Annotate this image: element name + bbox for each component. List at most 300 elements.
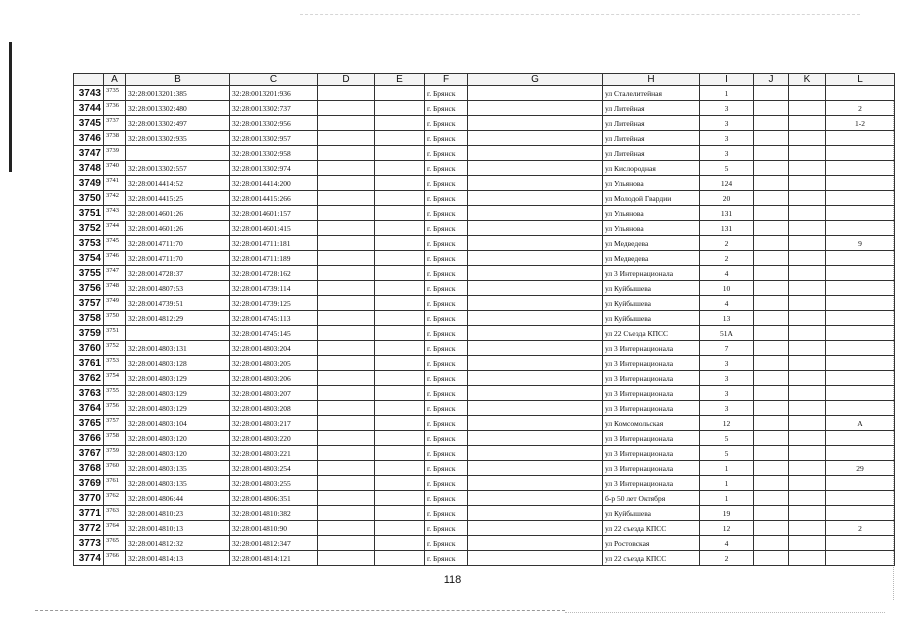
cell-b [126, 326, 230, 341]
row-number: 3760 [74, 341, 104, 356]
cell-f: г. Брянск [425, 101, 468, 116]
cell-f: г. Брянск [425, 281, 468, 296]
cell-c: 32:28:0014739:114 [230, 281, 318, 296]
cell-i: 5 [700, 161, 754, 176]
cell-c: 32:28:0014711:189 [230, 251, 318, 266]
table-row [74, 326, 895, 341]
cell-f: г. Брянск [425, 416, 468, 431]
cell-b: 32:28:0014803:120 [126, 446, 230, 461]
cell-l [826, 551, 895, 566]
table-row [74, 356, 895, 371]
cell-g [468, 521, 603, 536]
cell-a: 3758 [104, 431, 126, 446]
cell-g [468, 266, 603, 281]
column-header: L [826, 74, 895, 86]
cell-a: 3741 [104, 176, 126, 191]
cell-a: 3755 [104, 386, 126, 401]
cell-e [375, 491, 425, 506]
cell-i: 51А [700, 326, 754, 341]
cell-d [318, 356, 375, 371]
cell-d [318, 326, 375, 341]
cell-h: ул 3 Интернационала [603, 386, 700, 401]
cell-f: г. Брянск [425, 551, 468, 566]
cell-e [375, 236, 425, 251]
cell-l [826, 221, 895, 236]
cell-g [468, 401, 603, 416]
cell-k [789, 416, 826, 431]
cell-a: 3761 [104, 476, 126, 491]
cell-d [318, 491, 375, 506]
table-row [74, 101, 895, 116]
row-number: 3759 [74, 326, 104, 341]
cell-e [375, 521, 425, 536]
cell-d [318, 281, 375, 296]
cell-j [754, 146, 789, 161]
row-number: 3751 [74, 206, 104, 221]
cell-j [754, 236, 789, 251]
column-header: E [375, 74, 425, 86]
cell-b: 32:28:0014415:25 [126, 191, 230, 206]
cell-c: 32:28:0014415:266 [230, 191, 318, 206]
cell-k [789, 281, 826, 296]
cell-c: 32:28:0014812:347 [230, 536, 318, 551]
cell-d [318, 536, 375, 551]
cell-d [318, 296, 375, 311]
row-number: 3771 [74, 506, 104, 521]
cell-d [318, 386, 375, 401]
cell-k [789, 206, 826, 221]
cell-l: 9 [826, 236, 895, 251]
cell-e [375, 476, 425, 491]
cell-e [375, 131, 425, 146]
cell-b: 32:28:0014803:135 [126, 461, 230, 476]
row-number: 3750 [74, 191, 104, 206]
cell-g [468, 446, 603, 461]
cell-g [468, 416, 603, 431]
cell-a: 3757 [104, 416, 126, 431]
cell-k [789, 236, 826, 251]
cell-j [754, 326, 789, 341]
cell-b: 32:28:0014806:44 [126, 491, 230, 506]
cell-e [375, 371, 425, 386]
cell-f: г. Брянск [425, 191, 468, 206]
table-row [74, 446, 895, 461]
cell-k [789, 356, 826, 371]
cell-g [468, 176, 603, 191]
cell-l: 29 [826, 461, 895, 476]
cell-f: г. Брянск [425, 491, 468, 506]
cell-l [826, 311, 895, 326]
cell-c: 32:28:0014803:207 [230, 386, 318, 401]
cell-e [375, 161, 425, 176]
cell-g [468, 506, 603, 521]
cell-l [826, 491, 895, 506]
cell-b: 32:28:0014601:26 [126, 221, 230, 236]
table-row [74, 176, 895, 191]
cell-c: 32:28:0014745:113 [230, 311, 318, 326]
cell-k [789, 371, 826, 386]
cell-j [754, 161, 789, 176]
table-row [74, 146, 895, 161]
cell-k [789, 551, 826, 566]
row-number: 3774 [74, 551, 104, 566]
cell-e [375, 296, 425, 311]
cell-e [375, 146, 425, 161]
cell-g [468, 491, 603, 506]
row-number: 3762 [74, 371, 104, 386]
cell-j [754, 266, 789, 281]
cell-k [789, 431, 826, 446]
cell-e [375, 446, 425, 461]
cell-a: 3760 [104, 461, 126, 476]
cell-l [826, 206, 895, 221]
cell-h: ул Ульянова [603, 221, 700, 236]
cell-d [318, 221, 375, 236]
cell-h: ул Молодой Гвардии [603, 191, 700, 206]
cell-f: г. Брянск [425, 236, 468, 251]
cell-c: 32:28:0014803:217 [230, 416, 318, 431]
cell-j [754, 386, 789, 401]
cell-h: ул Литейная [603, 116, 700, 131]
cell-i: 20 [700, 191, 754, 206]
row-number: 3747 [74, 146, 104, 161]
cell-i: 131 [700, 206, 754, 221]
cell-h: ул 22 съезда КПСС [603, 521, 700, 536]
row-number: 3752 [74, 221, 104, 236]
cell-l [826, 191, 895, 206]
row-number: 3757 [74, 296, 104, 311]
cell-b: 32:28:0014739:51 [126, 296, 230, 311]
cell-a: 3751 [104, 326, 126, 341]
cell-a: 3759 [104, 446, 126, 461]
row-number: 3763 [74, 386, 104, 401]
cell-h: ул 3 Интернационала [603, 446, 700, 461]
cell-k [789, 506, 826, 521]
cell-a: 3750 [104, 311, 126, 326]
table-row [74, 236, 895, 251]
cell-h: ул Литейная [603, 146, 700, 161]
column-header: C [230, 74, 318, 86]
cell-j [754, 521, 789, 536]
cell-e [375, 461, 425, 476]
column-header: A [104, 74, 126, 86]
row-number: 3767 [74, 446, 104, 461]
scan-noise-bottom [35, 610, 565, 611]
cell-h: ул Куйбышева [603, 281, 700, 296]
cell-f: г. Брянск [425, 431, 468, 446]
cell-c: 32:28:0013302:974 [230, 161, 318, 176]
cell-k [789, 311, 826, 326]
cell-k [789, 146, 826, 161]
cell-j [754, 476, 789, 491]
cell-e [375, 191, 425, 206]
cell-l [826, 536, 895, 551]
row-number: 3754 [74, 251, 104, 266]
table-row [74, 461, 895, 476]
cell-b: 32:28:0013302:497 [126, 116, 230, 131]
cell-g [468, 206, 603, 221]
cell-j [754, 461, 789, 476]
cell-d [318, 146, 375, 161]
cell-c: 32:28:0014728:162 [230, 266, 318, 281]
cell-i: 3 [700, 371, 754, 386]
cell-e [375, 386, 425, 401]
table-row [74, 341, 895, 356]
cell-a: 3735 [104, 86, 126, 101]
cell-g [468, 296, 603, 311]
cell-j [754, 491, 789, 506]
cell-i: 1 [700, 86, 754, 101]
column-header: D [318, 74, 375, 86]
cell-j [754, 536, 789, 551]
cell-f: г. Брянск [425, 506, 468, 521]
cell-k [789, 221, 826, 236]
cell-j [754, 341, 789, 356]
cell-j [754, 446, 789, 461]
cell-k [789, 296, 826, 311]
cell-l [826, 86, 895, 101]
cell-c: 32:28:0014601:415 [230, 221, 318, 236]
cell-h: ул Кислородная [603, 161, 700, 176]
cell-l [826, 386, 895, 401]
cell-b [126, 146, 230, 161]
cell-d [318, 446, 375, 461]
cell-l [826, 341, 895, 356]
cell-e [375, 431, 425, 446]
table-row [74, 281, 895, 296]
cell-j [754, 176, 789, 191]
cell-c: 32:28:0014711:181 [230, 236, 318, 251]
cell-b: 32:28:0014803:129 [126, 386, 230, 401]
cell-h: ул Литейная [603, 101, 700, 116]
cell-l [826, 251, 895, 266]
cell-b: 32:28:0014810:23 [126, 506, 230, 521]
cell-j [754, 206, 789, 221]
cell-a: 3737 [104, 116, 126, 131]
cell-k [789, 101, 826, 116]
cell-h: ул Медведева [603, 236, 700, 251]
cell-a: 3747 [104, 266, 126, 281]
cell-i: 12 [700, 521, 754, 536]
row-number: 3758 [74, 311, 104, 326]
cell-c: 32:28:0014810:382 [230, 506, 318, 521]
cell-a: 3756 [104, 401, 126, 416]
scan-noise-top [300, 14, 860, 21]
cell-d [318, 416, 375, 431]
table-row [74, 431, 895, 446]
cell-e [375, 206, 425, 221]
cell-c: 32:28:0014739:125 [230, 296, 318, 311]
cell-h: ул Медведева [603, 251, 700, 266]
cell-f: г. Брянск [425, 86, 468, 101]
cell-g [468, 86, 603, 101]
table-row [74, 506, 895, 521]
cell-i: 131 [700, 221, 754, 236]
row-number: 3773 [74, 536, 104, 551]
cell-c: 32:28:0014414:200 [230, 176, 318, 191]
cell-k [789, 461, 826, 476]
table-row [74, 416, 895, 431]
cell-c: 32:28:0014814:121 [230, 551, 318, 566]
cell-c: 32:28:0014745:145 [230, 326, 318, 341]
cell-a: 3766 [104, 551, 126, 566]
cell-j [754, 101, 789, 116]
cell-h: ул 3 Интернационала [603, 476, 700, 491]
cell-g [468, 161, 603, 176]
cell-g [468, 221, 603, 236]
cell-h: ул 22 съезда КПСС [603, 551, 700, 566]
cell-d [318, 371, 375, 386]
cell-j [754, 281, 789, 296]
cell-c: 32:28:0013201:936 [230, 86, 318, 101]
cell-i: 3 [700, 101, 754, 116]
cell-f: г. Брянск [425, 536, 468, 551]
cell-e [375, 311, 425, 326]
cell-b: 32:28:0014803:120 [126, 431, 230, 446]
cell-d [318, 236, 375, 251]
cell-k [789, 536, 826, 551]
cell-l: А [826, 416, 895, 431]
cell-a: 3738 [104, 131, 126, 146]
cell-a: 3762 [104, 491, 126, 506]
column-header [74, 74, 104, 86]
cell-k [789, 326, 826, 341]
cell-j [754, 311, 789, 326]
table-row [74, 386, 895, 401]
cell-g [468, 326, 603, 341]
row-number: 3748 [74, 161, 104, 176]
cell-c: 32:28:0013302:958 [230, 146, 318, 161]
cell-i: 2 [700, 251, 754, 266]
cell-f: г. Брянск [425, 326, 468, 341]
cell-g [468, 476, 603, 491]
cell-a: 3753 [104, 356, 126, 371]
column-header: H [603, 74, 700, 86]
cell-b: 32:28:0014803:135 [126, 476, 230, 491]
cell-b: 32:28:0013302:935 [126, 131, 230, 146]
cell-d [318, 266, 375, 281]
cell-g [468, 311, 603, 326]
cell-k [789, 86, 826, 101]
scan-edge-mark [9, 42, 12, 172]
cell-j [754, 431, 789, 446]
cell-d [318, 86, 375, 101]
row-number: 3749 [74, 176, 104, 191]
cell-b: 32:28:0014601:26 [126, 206, 230, 221]
cell-f: г. Брянск [425, 311, 468, 326]
cell-a: 3739 [104, 146, 126, 161]
cell-f: г. Брянск [425, 341, 468, 356]
cell-l [826, 146, 895, 161]
cell-e [375, 356, 425, 371]
column-header: B [126, 74, 230, 86]
cell-g [468, 101, 603, 116]
cell-a: 3752 [104, 341, 126, 356]
cell-d [318, 506, 375, 521]
cell-l [826, 281, 895, 296]
cell-j [754, 131, 789, 146]
cell-g [468, 341, 603, 356]
cell-h: ул Куйбышева [603, 296, 700, 311]
table-row [74, 221, 895, 236]
cell-c: 32:28:0014803:208 [230, 401, 318, 416]
cell-e [375, 506, 425, 521]
cell-e [375, 536, 425, 551]
cell-a: 3748 [104, 281, 126, 296]
cell-l [826, 506, 895, 521]
cell-i: 4 [700, 536, 754, 551]
cell-k [789, 476, 826, 491]
cell-f: г. Брянск [425, 206, 468, 221]
cell-f: г. Брянск [425, 116, 468, 131]
cell-f: г. Брянск [425, 296, 468, 311]
cell-h: ул 3 Интернационала [603, 266, 700, 281]
cell-c: 32:28:0014601:157 [230, 206, 318, 221]
column-header: I [700, 74, 754, 86]
cell-e [375, 401, 425, 416]
cell-e [375, 101, 425, 116]
cell-g [468, 146, 603, 161]
row-number: 3753 [74, 236, 104, 251]
cell-d [318, 521, 375, 536]
cell-g [468, 536, 603, 551]
cell-j [754, 551, 789, 566]
cell-b: 32:28:0014803:129 [126, 401, 230, 416]
cell-c: 32:28:0013302:957 [230, 131, 318, 146]
cell-i: 3 [700, 131, 754, 146]
row-number: 3770 [74, 491, 104, 506]
cell-i: 2 [700, 551, 754, 566]
cell-b: 32:28:0014728:37 [126, 266, 230, 281]
cell-b: 32:28:0014711:70 [126, 236, 230, 251]
cell-i: 3 [700, 386, 754, 401]
cell-k [789, 131, 826, 146]
table-row [74, 536, 895, 551]
cell-j [754, 356, 789, 371]
cell-a: 3754 [104, 371, 126, 386]
cell-f: г. Брянск [425, 386, 468, 401]
cell-h: б-р 50 лет Октября [603, 491, 700, 506]
cell-e [375, 176, 425, 191]
cell-b: 32:28:0014812:29 [126, 311, 230, 326]
cell-l [826, 296, 895, 311]
cell-b: 32:28:0014803:104 [126, 416, 230, 431]
column-header-row [74, 74, 895, 86]
cell-l [826, 431, 895, 446]
cell-h: ул Ростовская [603, 536, 700, 551]
cell-l [826, 446, 895, 461]
cell-i: 3 [700, 356, 754, 371]
cell-f: г. Брянск [425, 221, 468, 236]
cell-f: г. Брянск [425, 176, 468, 191]
cell-j [754, 296, 789, 311]
cell-f: г. Брянск [425, 476, 468, 491]
cell-l [826, 176, 895, 191]
table-row [74, 371, 895, 386]
cell-k [789, 191, 826, 206]
cell-j [754, 401, 789, 416]
cell-b: 32:28:0014810:13 [126, 521, 230, 536]
cell-d [318, 161, 375, 176]
cell-b: 32:28:0014414:52 [126, 176, 230, 191]
cell-e [375, 326, 425, 341]
cell-f: г. Брянск [425, 266, 468, 281]
cell-c: 32:28:0014803:205 [230, 356, 318, 371]
cell-i: 12 [700, 416, 754, 431]
cell-l [826, 131, 895, 146]
cell-d [318, 461, 375, 476]
cell-l [826, 476, 895, 491]
